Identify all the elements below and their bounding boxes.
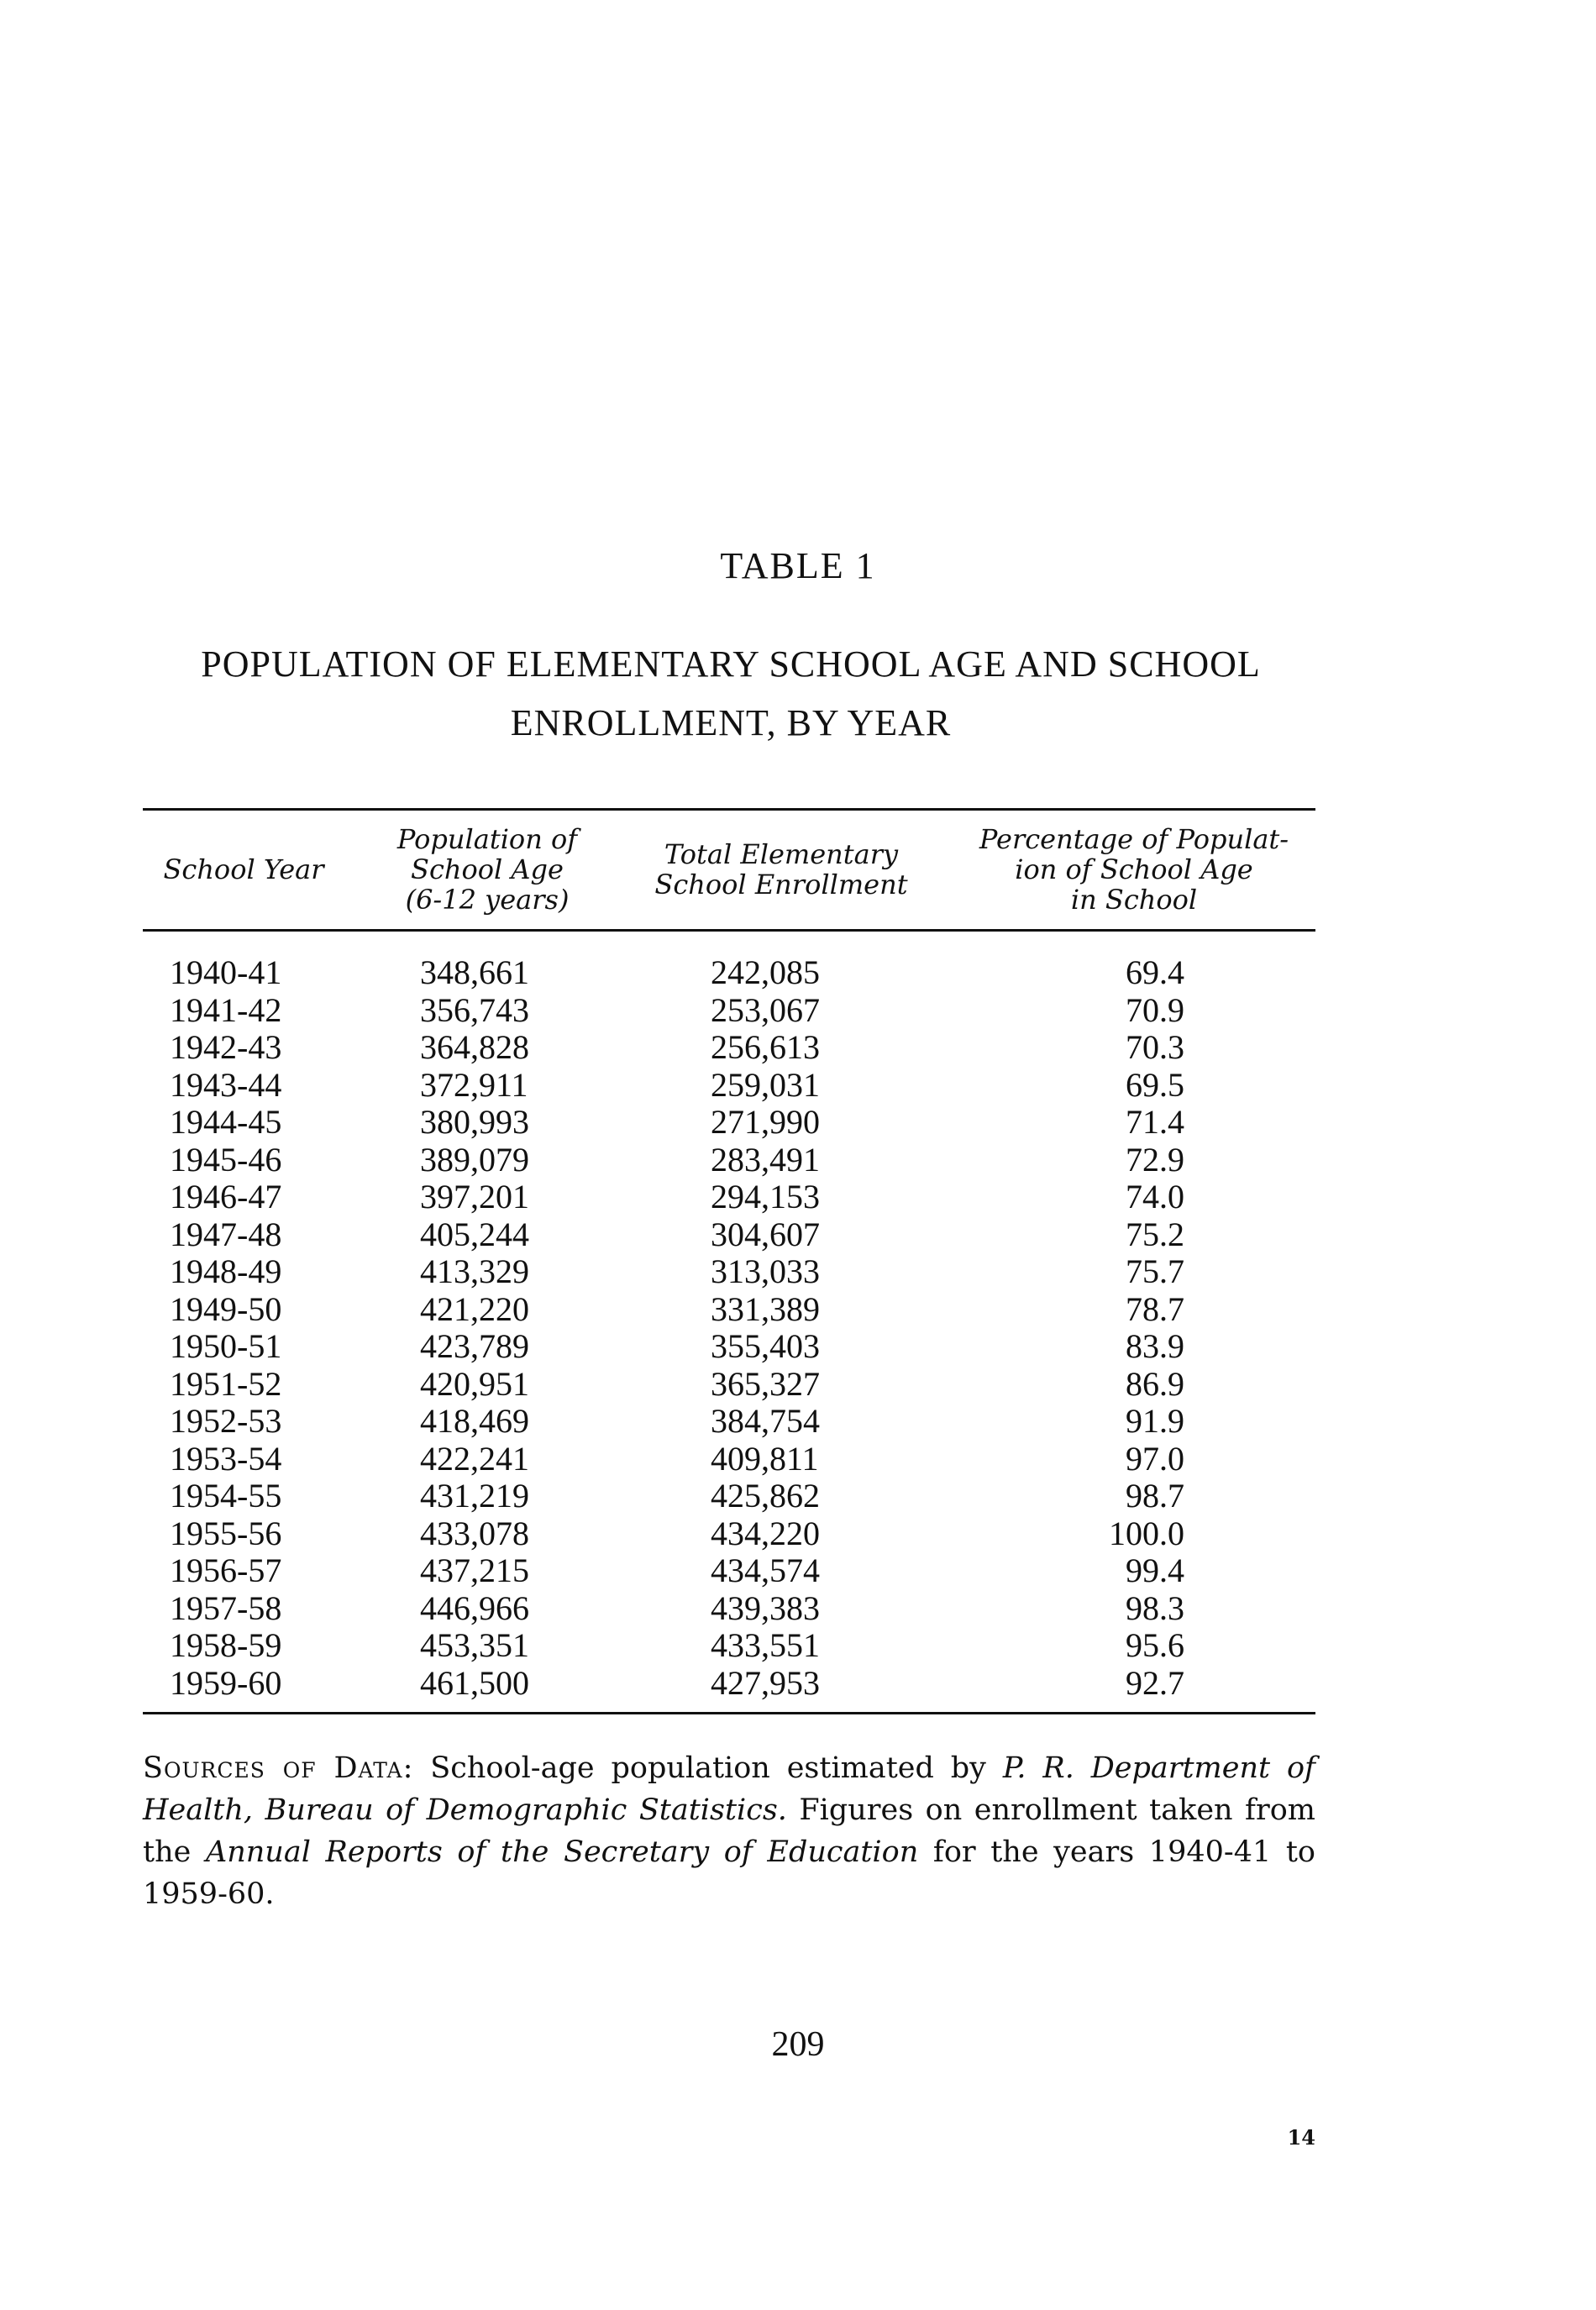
table-row	[0, 1179, 1596, 1216]
cell-percentage: 78.7	[1126, 1289, 1184, 1328]
cell-school-year: 1959-60	[170, 1663, 282, 1702]
table-top-rule	[143, 808, 1315, 811]
cell-population: 389,079	[420, 1140, 529, 1179]
cell-population: 348,661	[420, 953, 529, 991]
table-row	[0, 1328, 1596, 1366]
cell-school-year: 1956-57	[170, 1551, 282, 1589]
cell-percentage: 69.5	[1126, 1065, 1184, 1104]
cell-school-year: 1949-50	[170, 1289, 282, 1328]
table-row	[0, 1366, 1596, 1404]
table-row	[0, 1552, 1596, 1590]
header-enrollment: Total Elementary School Enrollment	[654, 838, 908, 900]
cell-percentage: 98.3	[1126, 1588, 1184, 1627]
cell-percentage: 72.9	[1126, 1140, 1184, 1179]
table-row	[0, 1590, 1596, 1628]
cell-percentage: 70.3	[1126, 1028, 1184, 1066]
cell-percentage: 95.6	[1126, 1626, 1184, 1664]
cell-population: 431,219	[420, 1477, 529, 1515]
cell-enrollment: 313,033	[711, 1252, 820, 1290]
cell-enrollment: 425,862	[711, 1477, 820, 1515]
table-row	[0, 1253, 1596, 1291]
cell-enrollment: 294,153	[711, 1178, 820, 1215]
cell-school-year: 1943-44	[170, 1065, 282, 1104]
header-school-year: School Year	[163, 853, 324, 885]
sources-text-3: for the years 1940-41 to 1959-60.	[143, 1835, 1315, 1911]
cell-enrollment: 427,953	[711, 1663, 820, 1702]
table-label: TABLE 1	[720, 545, 876, 586]
cell-population: 422,241	[420, 1439, 529, 1478]
table-row	[0, 1627, 1596, 1665]
cell-population: 421,220	[420, 1289, 529, 1328]
cell-enrollment: 283,491	[711, 1140, 820, 1179]
cell-enrollment: 439,383	[711, 1588, 820, 1627]
cell-population: 380,993	[420, 1103, 529, 1141]
sources-note	[143, 1747, 1315, 1915]
cell-percentage: 75.7	[1126, 1252, 1184, 1290]
table-row	[0, 1029, 1596, 1067]
table-row	[0, 1478, 1596, 1515]
table-header-rule	[143, 929, 1315, 932]
cell-school-year: 1947-48	[170, 1215, 282, 1253]
table-title-line-1: POPULATION OF ELEMENTARY SCHOOL AGE AND SCHOOL	[201, 643, 1261, 685]
cell-school-year: 1950-51	[170, 1327, 282, 1365]
table-row	[0, 1665, 1596, 1703]
cell-school-year: 1948-49	[170, 1252, 282, 1290]
cell-percentage: 98.7	[1126, 1477, 1184, 1515]
sources-italic-2: Annual Reports of the Secretary of Education	[205, 1835, 919, 1869]
cell-school-year: 1955-56	[170, 1514, 282, 1552]
table-row	[0, 1441, 1596, 1478]
table-row	[0, 992, 1596, 1030]
cell-enrollment: 331,389	[711, 1289, 820, 1328]
corner-number: 14	[1287, 2125, 1315, 2150]
cell-population: 433,078	[420, 1514, 529, 1552]
cell-school-year: 1951-52	[170, 1364, 282, 1403]
table-title	[143, 635, 1319, 753]
cell-school-year: 1944-45	[170, 1103, 282, 1141]
cell-population: 372,911	[420, 1065, 528, 1104]
table-row	[0, 954, 1596, 992]
cell-enrollment: 271,990	[711, 1103, 820, 1141]
cell-percentage: 70.9	[1126, 990, 1184, 1029]
table-row	[0, 1403, 1596, 1441]
cell-enrollment: 433,551	[711, 1626, 820, 1664]
table-row	[0, 1142, 1596, 1179]
table-row	[0, 1104, 1596, 1142]
table-body	[0, 954, 1596, 1702]
cell-enrollment: 409,811	[711, 1439, 819, 1478]
cell-enrollment: 259,031	[711, 1065, 820, 1104]
cell-enrollment: 242,085	[711, 953, 820, 991]
table-row	[0, 1216, 1596, 1254]
cell-enrollment: 256,613	[711, 1028, 820, 1066]
sources-italic-1: P. R. Department of Health, Bureau of Demographic Statistics.	[143, 1751, 1315, 1827]
cell-school-year: 1945-46	[170, 1140, 282, 1179]
cell-percentage: 75.2	[1126, 1215, 1184, 1253]
cell-population: 364,828	[420, 1028, 529, 1066]
cell-population: 453,351	[420, 1626, 529, 1664]
table-row	[0, 1515, 1596, 1553]
table-bottom-rule	[143, 1712, 1315, 1714]
cell-population: 437,215	[420, 1551, 529, 1589]
cell-enrollment: 384,754	[711, 1402, 820, 1440]
header-population: Population of School Age (6-12 years)	[396, 823, 578, 916]
cell-school-year: 1942-43	[170, 1028, 282, 1066]
cell-school-year: 1953-54	[170, 1439, 282, 1478]
cell-population: 446,966	[420, 1588, 529, 1627]
cell-population: 405,244	[420, 1215, 529, 1253]
cell-school-year: 1954-55	[170, 1477, 282, 1515]
cell-enrollment: 434,574	[711, 1551, 820, 1589]
header-percentage: Percentage of Populat- ion of School Age in School	[979, 823, 1289, 916]
cell-enrollment: 365,327	[711, 1364, 820, 1403]
cell-population: 356,743	[420, 990, 529, 1029]
cell-school-year: 1952-53	[170, 1402, 282, 1440]
cell-population: 397,201	[420, 1178, 529, 1215]
cell-population: 413,329	[420, 1252, 529, 1290]
cell-percentage: 99.4	[1126, 1551, 1184, 1589]
cell-percentage: 71.4	[1126, 1103, 1184, 1141]
cell-school-year: 1941-42	[170, 990, 282, 1029]
cell-percentage: 74.0	[1126, 1178, 1184, 1215]
cell-school-year: 1946-47	[170, 1178, 282, 1215]
cell-enrollment: 355,403	[711, 1327, 820, 1365]
cell-percentage: 86.9	[1126, 1364, 1184, 1403]
table-row	[0, 1067, 1596, 1105]
cell-population: 461,500	[420, 1663, 529, 1702]
cell-enrollment: 434,220	[711, 1514, 820, 1552]
table-row	[0, 1291, 1596, 1329]
cell-enrollment: 253,067	[711, 990, 820, 1029]
sources-lead: Sources of Data:	[143, 1751, 414, 1785]
cell-population: 423,789	[420, 1327, 529, 1365]
cell-percentage: 69.4	[1126, 953, 1184, 991]
cell-percentage: 91.9	[1126, 1402, 1184, 1440]
cell-percentage: 97.0	[1126, 1439, 1184, 1478]
cell-percentage: 92.7	[1126, 1663, 1184, 1702]
cell-enrollment: 304,607	[711, 1215, 820, 1253]
sources-text-1: School-age population estimated by	[413, 1751, 1003, 1785]
sources-text-2: Figures on enrollment taken from the	[143, 1793, 1315, 1869]
page-number: 209	[771, 2025, 825, 2064]
cell-percentage: 83.9	[1126, 1327, 1184, 1365]
cell-population: 418,469	[420, 1402, 529, 1440]
cell-school-year: 1957-58	[170, 1588, 282, 1627]
cell-population: 420,951	[420, 1364, 529, 1403]
cell-percentage: 100.0	[1109, 1514, 1184, 1552]
cell-school-year: 1958-59	[170, 1626, 282, 1664]
cell-school-year: 1940-41	[170, 953, 282, 991]
table-title-line-2: ENROLLMENT, BY YEAR	[510, 702, 952, 743]
